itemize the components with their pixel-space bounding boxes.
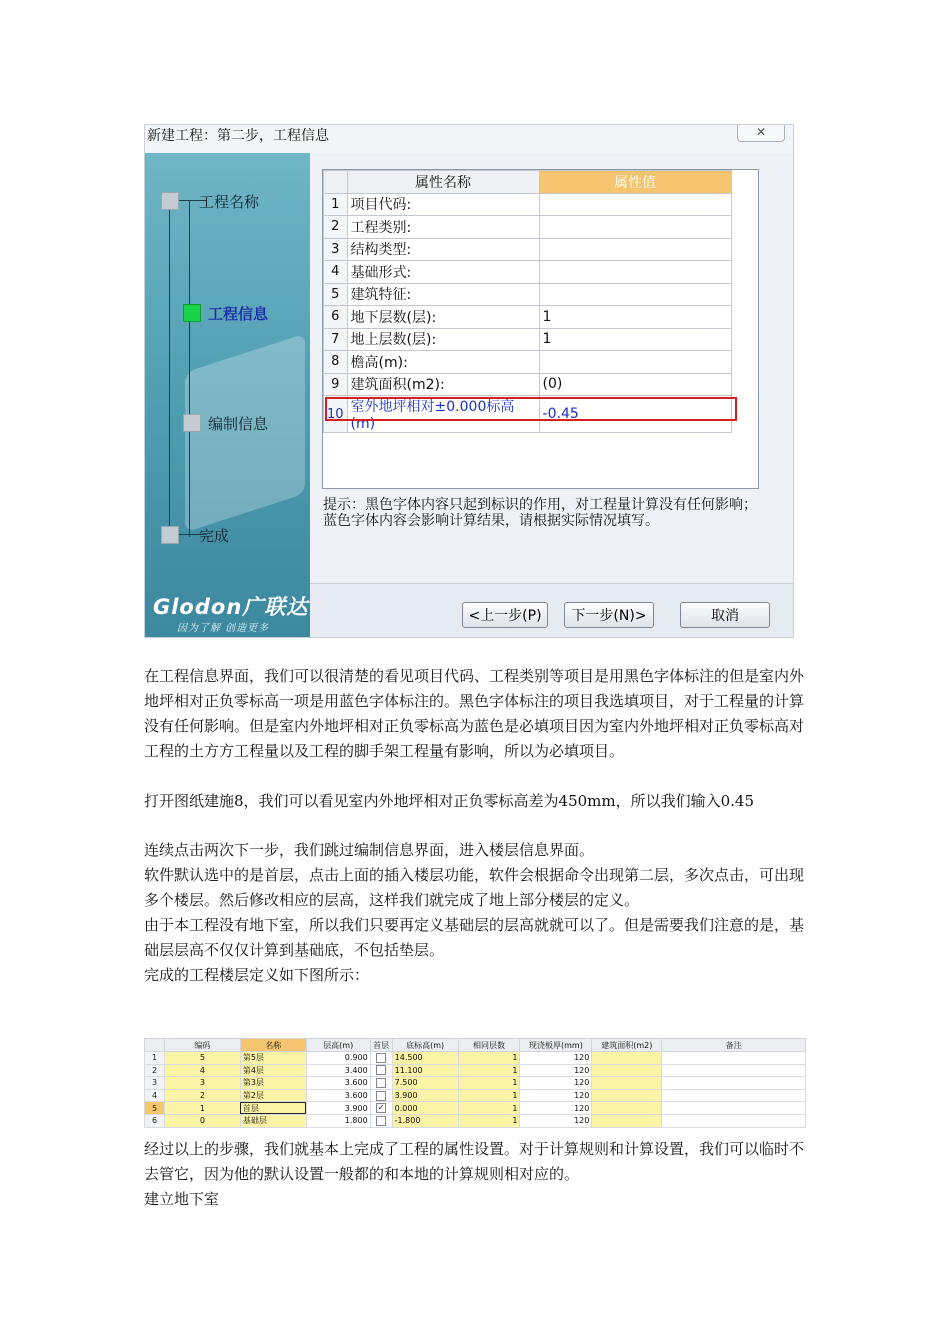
column-header-property-name: 属性名称 bbox=[347, 171, 539, 194]
cancel-button[interactable]: 取消 bbox=[680, 602, 770, 628]
paragraph-insert-floor: 软件默认选中的是首层，点击上面的插入楼层功能，软件会根据命令出现第二层，多次点击，可出现多个楼层。然后修改相应的层高，这样我们就完成了地上部分楼层的定义。 bbox=[144, 866, 805, 909]
property-value-cell[interactable]: -0.45 bbox=[539, 396, 731, 433]
property-value-cell[interactable] bbox=[539, 216, 731, 239]
first-floor-checkbox[interactable] bbox=[376, 1065, 386, 1075]
paragraph-drawing: 打开图纸建施8，我们可以看见室内外地坪相对正负零标高差为450mm，所以我们输入0.45 bbox=[144, 792, 755, 810]
floor-area-cell[interactable] bbox=[592, 1052, 662, 1065]
logo-slogan: 因为了解 创造更多 bbox=[177, 623, 270, 634]
property-row[interactable] bbox=[324, 216, 732, 239]
floor-code-cell[interactable]: 5 bbox=[164, 1052, 240, 1065]
step-indicator-icon bbox=[161, 526, 179, 544]
floor-area-cell[interactable] bbox=[592, 1089, 662, 1102]
hint-text: 提示：黑色字体内容只起到标识的作用，对工程量计算没有任何影响；蓝色字体内容会影响计算结果，请根据实际情况填写。 bbox=[323, 497, 757, 529]
floor-name-cell[interactable]: 第2层 bbox=[240, 1089, 306, 1102]
step-indicator-icon bbox=[161, 192, 179, 210]
floor-header-code: 编码 bbox=[164, 1039, 240, 1052]
floor-same-count-cell[interactable]: 1 bbox=[458, 1052, 520, 1065]
paragraph-project-info: 在工程信息界面，我们可以很清楚的看见项目代码、工程类别等项目是用黑色字体标注的但是室内外地坪相对正负零标高一项是用蓝色字体标注的。黑色字体标注的项目我选填项目，对于工程量的计算没有任何影响。但是室内外地坪相对正负零标高为蓝色是必填项目因为室内外地坪相对正负零标高对工程的土方方工程量以及工程的脚手架工程量有影响，所以为必填项目。 bbox=[144, 667, 805, 760]
property-table bbox=[323, 170, 732, 478]
floor-remarks-cell[interactable] bbox=[662, 1077, 806, 1090]
floor-header-name: 名称 bbox=[240, 1039, 306, 1052]
row-index: 1 bbox=[324, 193, 348, 216]
floor-height-cell[interactable]: 3.600 bbox=[306, 1089, 370, 1102]
floor-name-cell[interactable]: 首层 bbox=[240, 1102, 306, 1115]
dialog-title: 新建工程：第二步，工程信息 bbox=[145, 125, 793, 153]
floor-row[interactable] bbox=[145, 1102, 806, 1115]
first-floor-checkbox[interactable] bbox=[376, 1078, 386, 1088]
paragraph-basement: 建立地下室 bbox=[144, 1190, 220, 1208]
property-name-cell: 建筑特征: bbox=[347, 283, 539, 306]
property-name-cell: 建筑面积(m2): bbox=[347, 373, 539, 396]
first-floor-checkbox[interactable] bbox=[376, 1053, 386, 1063]
floor-row-number: 3 bbox=[145, 1077, 165, 1090]
floor-slab-thickness-cell[interactable]: 120 bbox=[520, 1114, 592, 1127]
property-name-cell: 项目代码: bbox=[347, 193, 539, 216]
floor-remarks-cell[interactable] bbox=[662, 1089, 806, 1102]
property-value-cell[interactable] bbox=[539, 238, 731, 261]
new-project-wizard-dialog bbox=[144, 124, 794, 638]
floor-code-cell[interactable]: 1 bbox=[164, 1102, 240, 1115]
floor-code-cell[interactable]: 0 bbox=[164, 1114, 240, 1127]
first-floor-cell[interactable] bbox=[370, 1064, 392, 1077]
floor-same-count-cell[interactable]: 1 bbox=[458, 1102, 520, 1115]
floor-same-count-cell[interactable]: 1 bbox=[458, 1064, 520, 1077]
floor-bottom-elevation-cell[interactable]: 11.100 bbox=[392, 1064, 458, 1077]
step-connector-line bbox=[169, 201, 170, 531]
floor-header-same-floors: 相同层数 bbox=[458, 1039, 520, 1052]
next-step-button[interactable]: 下一步(N)> bbox=[564, 602, 654, 628]
floor-slab-thickness-cell[interactable]: 120 bbox=[520, 1089, 592, 1102]
first-floor-cell[interactable] bbox=[370, 1089, 392, 1102]
highlight-frame bbox=[325, 397, 737, 421]
property-name-cell: 室外地坪相对±0.000标高(m) bbox=[347, 396, 539, 433]
floor-row[interactable] bbox=[145, 1064, 806, 1077]
floor-name-cell[interactable]: 第5层 bbox=[240, 1052, 306, 1065]
floor-row[interactable] bbox=[145, 1077, 806, 1090]
floor-bottom-elevation-cell[interactable]: 3.900 bbox=[392, 1089, 458, 1102]
row-index: 5 bbox=[324, 283, 348, 306]
floor-row-number: 1 bbox=[145, 1052, 165, 1065]
close-icon[interactable]: ✕ bbox=[737, 125, 785, 142]
floor-same-count-cell[interactable]: 1 bbox=[458, 1077, 520, 1090]
floor-slab-thickness-cell[interactable]: 120 bbox=[520, 1077, 592, 1090]
floor-height-cell[interactable]: 3.900 bbox=[306, 1102, 370, 1115]
floor-bottom-elevation-cell[interactable]: 7.500 bbox=[392, 1077, 458, 1090]
floor-bottom-elevation-cell[interactable]: -1.800 bbox=[392, 1114, 458, 1127]
property-name-cell: 地下层数(层): bbox=[347, 306, 539, 329]
property-row[interactable] bbox=[324, 193, 732, 216]
floor-code-cell[interactable]: 4 bbox=[164, 1064, 240, 1077]
floor-area-cell[interactable] bbox=[592, 1114, 662, 1127]
property-row[interactable] bbox=[324, 238, 732, 261]
wizard-sidebar: 工程名称 工程信息 编制信息 完成 Glodon广联达 因为了解 创造更多 bbox=[145, 153, 310, 638]
paragraph-foundation: 由于本工程没有地下室，所以我们只要再定义基础层的层高就就可以了。但是需要我们注意的是，基础层层高不仅仅计算到基础底，不包括垫层。 bbox=[144, 916, 805, 959]
floor-bottom-elevation-cell[interactable]: 14.500 bbox=[392, 1052, 458, 1065]
step-connector-line bbox=[189, 201, 190, 537]
property-row[interactable] bbox=[324, 306, 732, 329]
floor-name-cell[interactable]: 第4层 bbox=[240, 1064, 306, 1077]
floor-row-number: 2 bbox=[145, 1064, 165, 1077]
property-name-cell: 檐高(m): bbox=[347, 351, 539, 374]
floor-header-remarks: 备注 bbox=[662, 1039, 806, 1052]
row-index: 6 bbox=[324, 306, 348, 329]
floor-header-height: 层高(m) bbox=[306, 1039, 370, 1052]
property-value-cell[interactable] bbox=[539, 283, 731, 306]
floor-header-bottom-elevation: 底标高(m) bbox=[392, 1039, 458, 1052]
property-grid bbox=[322, 169, 759, 489]
first-floor-checkbox[interactable] bbox=[376, 1091, 386, 1101]
row-index: 7 bbox=[324, 328, 348, 351]
floor-row[interactable] bbox=[145, 1052, 806, 1065]
floor-row-number: 5 bbox=[145, 1102, 165, 1115]
property-name-cell: 基础形式: bbox=[347, 261, 539, 284]
property-row[interactable] bbox=[324, 328, 732, 351]
floor-remarks-cell[interactable] bbox=[662, 1052, 806, 1065]
floor-same-count-cell[interactable]: 1 bbox=[458, 1089, 520, 1102]
floor-row-number: 6 bbox=[145, 1114, 165, 1127]
floor-bottom-elevation-cell[interactable]: 0.000 bbox=[392, 1102, 458, 1115]
property-row[interactable] bbox=[324, 283, 732, 306]
first-floor-checkbox[interactable]: ✓ bbox=[377, 1103, 385, 1113]
paragraph-summary: 经过以上的步骤，我们就基本上完成了工程的属性设置。对于计算规则和计算设置，我们可以临时不去管它，因为他的默认设置一般都的和本地的计算规则相对应的。 bbox=[144, 1140, 805, 1183]
prev-step-button[interactable]: <上一步(P) bbox=[462, 602, 548, 628]
floor-definition-screenshot bbox=[144, 1038, 806, 1132]
step-indicator-icon bbox=[183, 414, 201, 432]
glodon-logo: Glodon广联达 bbox=[153, 595, 309, 619]
floor-name-cell[interactable]: 第3层 bbox=[240, 1077, 306, 1090]
property-value-cell[interactable]: 1 bbox=[539, 328, 731, 351]
property-row[interactable] bbox=[324, 261, 732, 284]
column-header-index bbox=[324, 171, 348, 194]
property-name-cell: 工程类别: bbox=[347, 216, 539, 239]
property-value-cell[interactable] bbox=[539, 351, 731, 374]
property-value-cell[interactable] bbox=[539, 261, 731, 284]
floor-code-cell[interactable]: 3 bbox=[164, 1077, 240, 1090]
first-floor-cell[interactable] bbox=[370, 1077, 392, 1090]
floor-header-first-floor: 首层 bbox=[370, 1039, 392, 1052]
first-floor-cell[interactable] bbox=[370, 1114, 392, 1127]
floor-slab-thickness-cell[interactable]: 120 bbox=[520, 1102, 592, 1115]
first-floor-cell[interactable] bbox=[370, 1052, 392, 1065]
property-row[interactable] bbox=[324, 351, 732, 374]
row-index: 2 bbox=[324, 216, 348, 239]
floor-slab-thickness-cell[interactable]: 120 bbox=[520, 1064, 592, 1077]
floor-height-cell[interactable]: 3.600 bbox=[306, 1077, 370, 1090]
floor-height-cell[interactable]: 1.800 bbox=[306, 1114, 370, 1127]
property-row[interactable] bbox=[324, 373, 732, 396]
property-value-cell[interactable]: (0) bbox=[539, 373, 731, 396]
row-index: 10 bbox=[324, 396, 348, 433]
floor-remarks-cell[interactable] bbox=[662, 1064, 806, 1077]
floor-area-cell[interactable] bbox=[592, 1102, 662, 1115]
wizard-button-bar bbox=[310, 583, 794, 638]
paragraph-next-steps: 连续点击两次下一步，我们跳过编制信息界面，进入楼层信息界面。 bbox=[144, 841, 595, 859]
floor-area-cell[interactable] bbox=[592, 1077, 662, 1090]
floor-row[interactable] bbox=[145, 1114, 806, 1127]
row-index: 4 bbox=[324, 261, 348, 284]
empty-row bbox=[324, 433, 732, 456]
row-index: 3 bbox=[324, 238, 348, 261]
floor-slab-thickness-cell[interactable]: 120 bbox=[520, 1052, 592, 1065]
floor-header-building-area: 建筑面积(m2) bbox=[592, 1039, 662, 1052]
floor-row[interactable] bbox=[145, 1089, 806, 1102]
row-index: 9 bbox=[324, 373, 348, 396]
step-active-icon bbox=[183, 304, 201, 322]
paragraph-figure-intro: 完成的工程楼层定义如下图所示： bbox=[144, 966, 370, 984]
floor-row-number: 4 bbox=[145, 1089, 165, 1102]
property-value-cell[interactable]: 1 bbox=[539, 306, 731, 329]
floor-same-count-cell[interactable]: 1 bbox=[458, 1114, 520, 1127]
row-index: 8 bbox=[324, 351, 348, 374]
floor-header-row-number bbox=[145, 1039, 165, 1052]
empty-row bbox=[324, 455, 732, 478]
floor-header-slab-thickness: 现浇板厚(mm) bbox=[520, 1039, 592, 1052]
property-name-cell: 结构类型: bbox=[347, 238, 539, 261]
floor-remarks-cell[interactable] bbox=[662, 1114, 806, 1127]
column-header-property-value: 属性值 bbox=[539, 171, 731, 194]
first-floor-cell[interactable] bbox=[370, 1102, 392, 1115]
property-value-cell[interactable] bbox=[539, 193, 731, 216]
property-name-cell: 地上层数(层): bbox=[347, 328, 539, 351]
first-floor-checkbox[interactable] bbox=[376, 1116, 386, 1126]
floor-height-cell[interactable]: 0.900 bbox=[306, 1052, 370, 1065]
floor-name-cell[interactable]: 基础层 bbox=[240, 1114, 306, 1127]
floor-height-cell[interactable]: 3.400 bbox=[306, 1064, 370, 1077]
floor-area-cell[interactable] bbox=[592, 1064, 662, 1077]
floor-table bbox=[144, 1038, 806, 1128]
floor-code-cell[interactable]: 2 bbox=[164, 1089, 240, 1102]
floor-remarks-cell[interactable] bbox=[662, 1102, 806, 1115]
